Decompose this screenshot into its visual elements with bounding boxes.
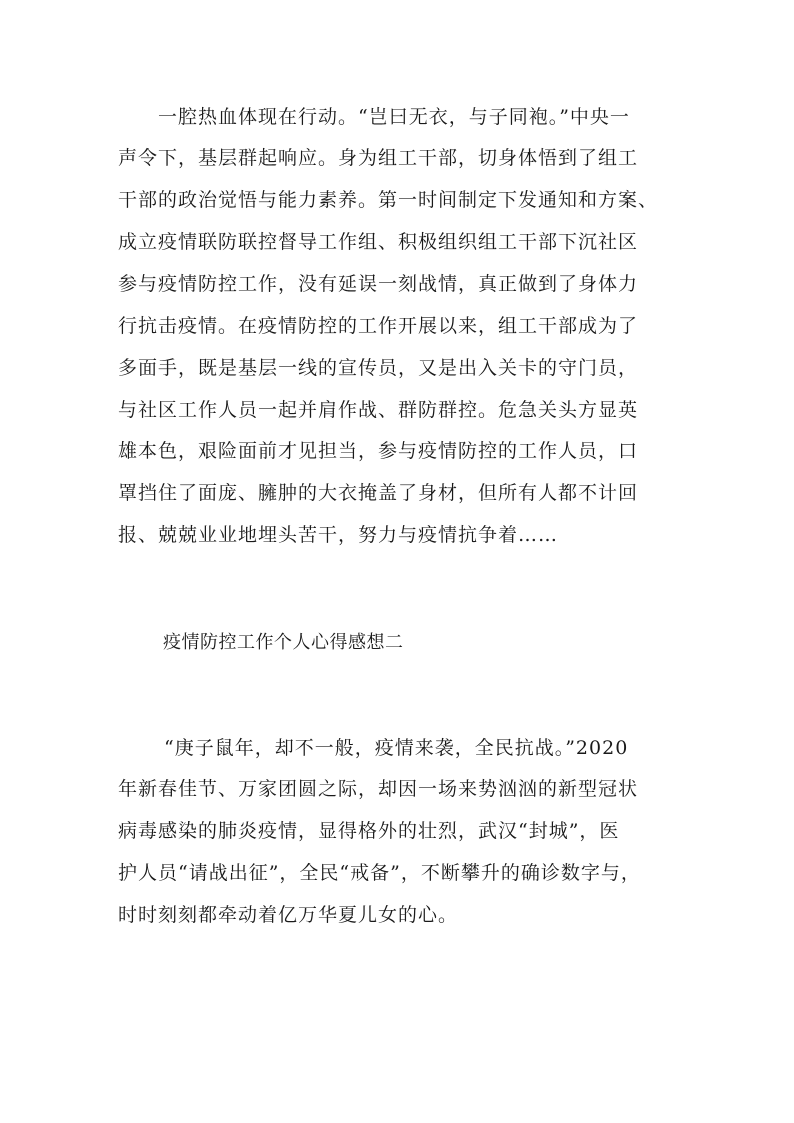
paragraph-line: 参与疫情防控工作，没有延误一刻战情，真正做到了身体力 xyxy=(118,273,639,295)
paragraph-line: 干部的政治觉悟与能力素养。第一时间制定下发通知和方案、 xyxy=(118,189,659,211)
paragraph-line: 雄本色，艰险面前才见担当，参与疫情防控的工作人员，口 xyxy=(118,440,639,462)
paragraph-line: 成立疫情联防联控督导工作组、积极组织组工干部下沉社区 xyxy=(118,231,639,253)
paragraph-line: 时时刻刻都牵动着亿万华夏儿女的心。 xyxy=(118,904,459,926)
section-heading: 疫情防控工作个人心得感想二 xyxy=(163,632,404,653)
paragraph-line: 与社区工作人员一起并肩作战、群防群控。危急关头方显英 xyxy=(118,399,639,421)
paragraph-line: 行抗击疫情。在疫情防控的工作开展以来，组工干部成为了 xyxy=(118,315,639,337)
paragraph-line: 多面手，既是基层一线的宣传员，又是出入关卡的守门员， xyxy=(118,357,639,379)
paragraph-line: 报、兢兢业业地埋头苦干，努力与疫情抗争着…… xyxy=(118,524,559,546)
paragraph-line: 声令下，基层群起响应。身为组工干部，切身体悟到了组工 xyxy=(118,147,639,169)
paragraph-line: 罩挡住了面庞、臃肿的大衣掩盖了身材，但所有人都不计回 xyxy=(118,482,639,504)
paragraph-line: 护人员“请战出征”，全民“戒备”，不断攀升的确诊数字与， xyxy=(118,862,641,884)
paragraph-line: 年新春佳节、万家团圆之际，却因一场来势汹汹的新型冠状 xyxy=(118,778,639,800)
paragraph-line: 病毒感染的肺炎疫情，显得格外的壮烈，武汉“封城”，医 xyxy=(118,820,620,842)
paragraph-line: 一腔热血体现在行动。“岂曰无衣，与子同袍。”中央一 xyxy=(158,106,630,128)
paragraph-line: “庚子鼠年，却不一般，疫情来袭，全民抗战。”2020 xyxy=(164,737,629,759)
